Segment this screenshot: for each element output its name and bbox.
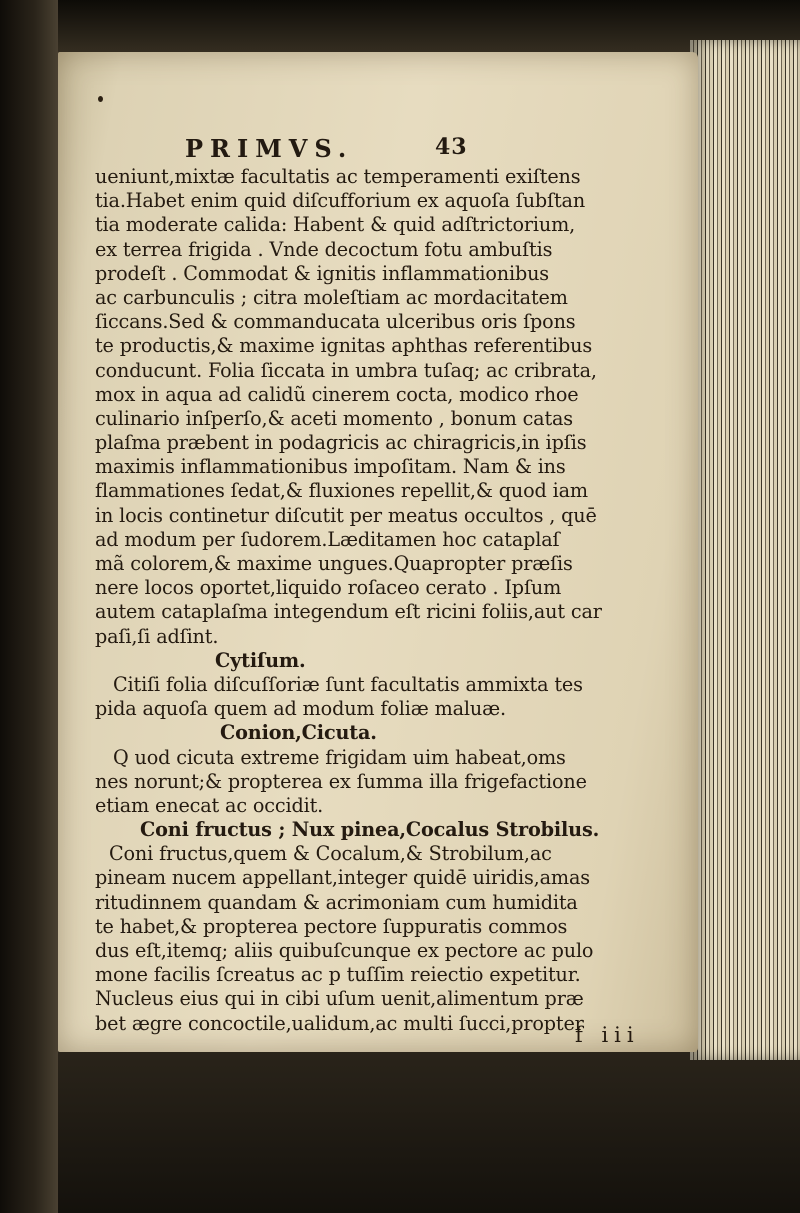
section-heading-coni-fructus: Coni fructus ; Nux pinea,Cocalus Strobilus. xyxy=(140,818,600,842)
running-head xyxy=(185,134,645,164)
text-line: pineam nucem appellant,integer quidē uiridis,amas xyxy=(95,866,590,890)
text-line: plaſma præbent in podagricis ac chiragricis,in ipſis xyxy=(95,431,587,455)
text-line: Citiſi folia diſcuſſoriæ ſunt facultatis ammixta tes xyxy=(113,672,583,696)
scanner-shadow-left xyxy=(0,0,58,1213)
ink-spot xyxy=(98,96,103,102)
text-line: ad modum per ſudorem.Læditamen hoc cataplaſ xyxy=(95,527,560,551)
text-line: tia.Habet enim quid diſcufforium ex aquoſa ſubſtan xyxy=(95,189,586,213)
text-line: te productis,& maxime ignitas aphthas referentibus xyxy=(95,334,593,358)
text-line: nere locos oportet,liquido roſaceo cerato . Ipſum xyxy=(95,576,562,600)
text-line: prodeſt . Commodat & ignitis inflammationibus xyxy=(95,261,549,285)
text-line: etiam enecat ac occidit. xyxy=(95,793,324,817)
text-line: te habet,& propterea pectore ſuppuratis commos xyxy=(95,914,568,938)
text-line: nes norunt;& propterea ex ſumma illa frigefactione xyxy=(95,769,587,793)
text-line: Q uod cicuta extreme frigidam uim habeat,oms xyxy=(113,745,566,769)
text-line: tia moderate calida: Habent & quid adſtrictorium, xyxy=(95,213,576,237)
scanner-shadow-top xyxy=(58,0,800,60)
text-line: pida aquoſa quem ad modum foliæ maluæ. xyxy=(95,697,506,721)
page-edges xyxy=(690,40,800,1060)
section-heading-cytisum: Cytiſum. xyxy=(215,648,306,672)
signature-mark: f iii xyxy=(575,1023,640,1047)
text-line: mox in aqua ad calidũ cinerem cocta, modico rhoe xyxy=(95,382,579,406)
text-line: flammationes ſedat,& fluxiones repellit,& quod iam xyxy=(95,479,588,503)
text-line: ex terrea frigida . Vnde decoctum fotu ambuſtis xyxy=(95,237,553,261)
text-line: mone facilis ſcreatus ac p tuſſim reiectio expetitur. xyxy=(95,963,581,987)
text-line: mã colorem,& maxime ungues.Quapropter præſis xyxy=(95,552,573,575)
text-line: Coni fructus,quem & Cocalum,& Strobilum,ac xyxy=(109,842,552,866)
text-line: paſi,ſi adſint. xyxy=(95,624,219,648)
text-line: in locis continetur diſcutit per meatus occultos , quē xyxy=(95,503,597,527)
running-head-title: PRIMVS. xyxy=(185,134,354,163)
text-line: ac carbunculis ; citra moleſtiam ac mordacitatem xyxy=(95,285,568,309)
text-line: ritudinnem quandam & acrimoniam cum humidita xyxy=(95,890,578,914)
section-heading-conion: Conion,Cicuta. xyxy=(220,721,377,745)
text-line: bet ægre concoctile,ualidum,ac multi ſucci,propter xyxy=(95,1011,584,1035)
text-line: culinario inſperſo,& aceti momento , bonum catas xyxy=(95,406,573,430)
text-line: ſiccans.Sed & commanducata ulceribus oris ſpons xyxy=(95,310,576,334)
text-line: ueniunt,mixtæ facultatis ac temperamenti exiſtens xyxy=(95,165,581,188)
text-line: dus eſt,itemq; aliis quibuſcunque ex pectore ac pulo xyxy=(95,939,594,962)
text-line: conducunt. Folia ſiccata in umbra tuſaq; ac cribrata, xyxy=(95,358,597,382)
text-line: Nucleus eius qui in cibi uſum uenit,alimentum præ xyxy=(95,987,584,1011)
text-line: maximis inflammationibus impoſitam. Nam & ins xyxy=(95,455,566,479)
text-line: autem cataplaſma integendum eſt ricini foliis,aut car xyxy=(95,600,602,624)
body-text xyxy=(95,165,685,1036)
page-number: 43 xyxy=(435,134,468,160)
scanner-bed xyxy=(58,1040,800,1213)
